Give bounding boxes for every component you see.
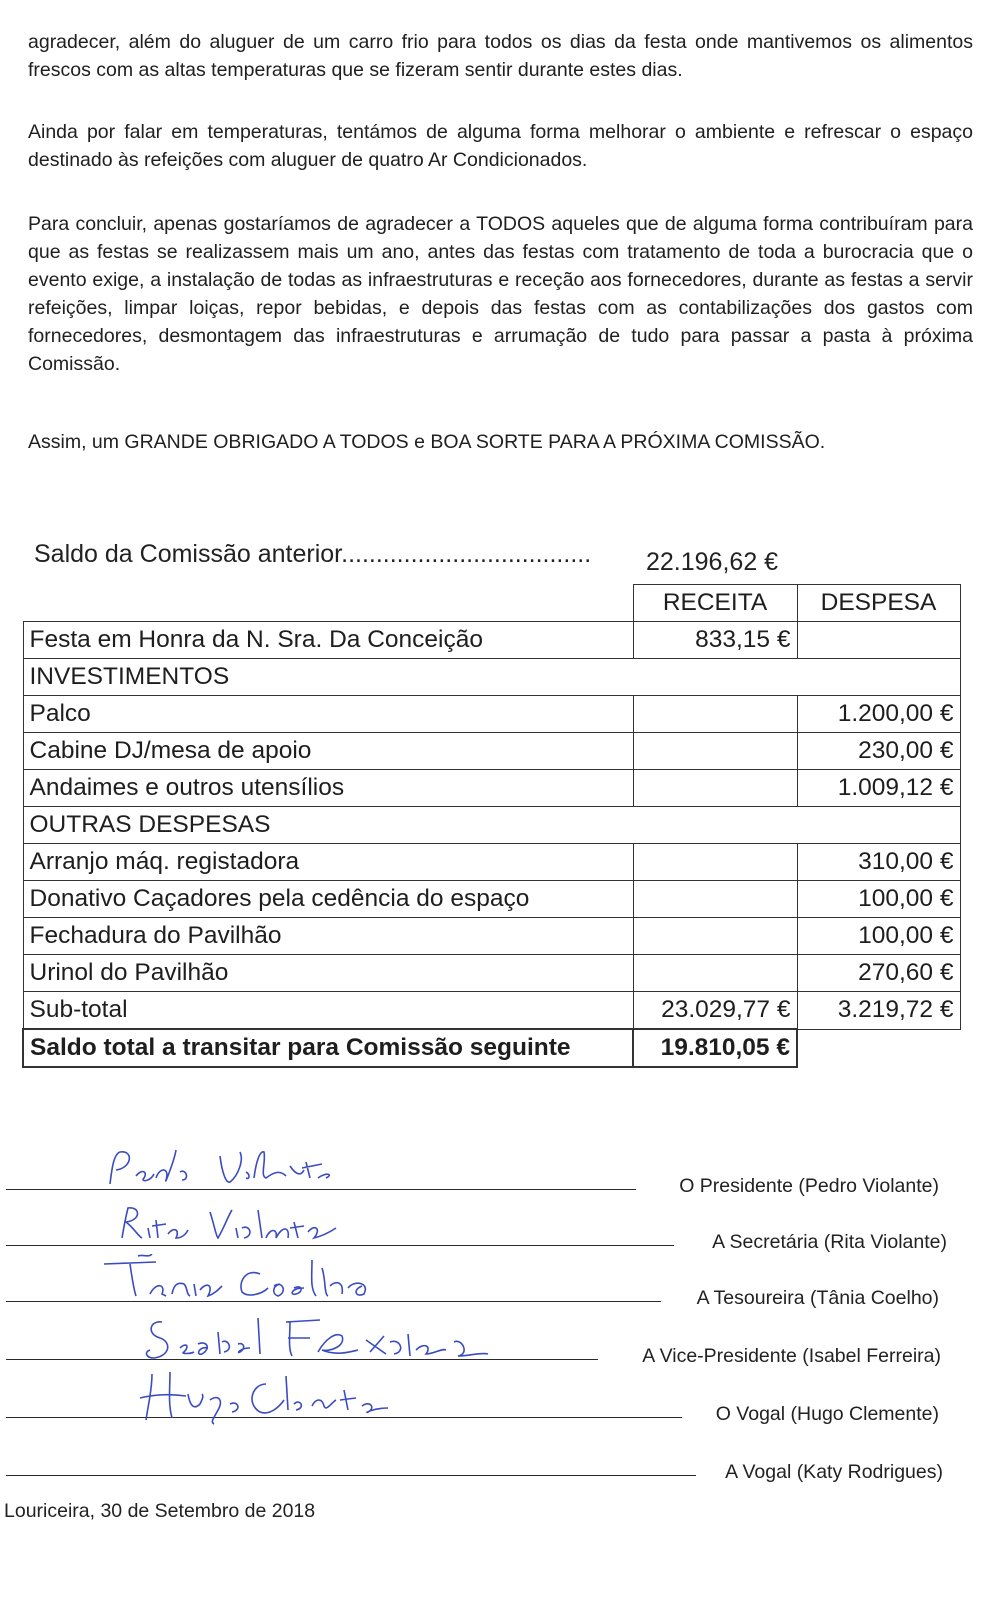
festa-label: Festa em Honra da N. Sra. Da Conceição bbox=[23, 622, 633, 659]
handwritten-signature bbox=[90, 1312, 530, 1372]
table-row bbox=[23, 622, 960, 659]
signature-row-presidente bbox=[0, 1148, 997, 1198]
row-label: Cabine DJ/mesa de apoio bbox=[23, 733, 633, 770]
previous-balance-amount: 22.196,62 € bbox=[646, 548, 779, 576]
paragraph-farewell: Assim, um GRANDE OBRIGADO A TODOS e BOA SORTE PARA A PRÓXIMA COMISSÃO. bbox=[28, 431, 826, 453]
row-label: Arranjo máq. registadora bbox=[23, 844, 633, 881]
row-despesa: 1.009,12 € bbox=[797, 770, 960, 807]
total-amount: 19.810,05 € bbox=[633, 1029, 797, 1067]
signature-role: A Secretária (Rita Violante) bbox=[712, 1231, 947, 1253]
handwritten-signature bbox=[90, 1198, 390, 1252]
row-despesa: 270,60 € bbox=[797, 955, 960, 992]
signature-role: A Vogal (Katy Rodrigues) bbox=[725, 1461, 943, 1483]
signature-role: O Presidente (Pedro Violante) bbox=[679, 1175, 939, 1197]
subtotal-receita: 23.029,77 € bbox=[633, 992, 797, 1030]
total-label: Saldo total a transitar para Comissão seguinte bbox=[23, 1029, 633, 1067]
previous-balance bbox=[34, 540, 804, 576]
row-despesa: 310,00 € bbox=[797, 844, 960, 881]
row-label: Fechadura do Pavilhão bbox=[23, 918, 633, 955]
section-heading-row bbox=[23, 659, 960, 696]
row-despesa: 100,00 € bbox=[797, 918, 960, 955]
signature-row-vogal-hugo bbox=[0, 1376, 997, 1426]
table-row bbox=[23, 844, 960, 881]
paragraph-conclusion: Para concluir, apenas gostaríamos de agradecer a TODOS aqueles que de alguma forma contribuíram para que as festas se realizassem mais um ano, antes das festas com tratamento de toda a burocracia que o evento exige, a instalação de todas as infraestruturas e receção aos fornecedores, durante as festas a servir refeições, limpar loiças, repor bebidas, e depois das festas com as contabilizações dos gastos com fornecedores, desmontagem das infraestruturas e arrumação de tudo para passar a pasta à próxima Comissão. bbox=[28, 213, 973, 375]
investimentos-heading: INVESTIMENTOS bbox=[23, 659, 960, 696]
column-header-despesa: DESPESA bbox=[797, 585, 960, 622]
signature-row-vice-presidente bbox=[0, 1318, 997, 1368]
signature-row-vogal-katy bbox=[0, 1434, 997, 1484]
row-despesa: 1.200,00 € bbox=[797, 696, 960, 733]
subtotal-row bbox=[23, 992, 960, 1030]
column-header-receita: RECEITA bbox=[633, 585, 797, 622]
row-label: Urinol do Pavilhão bbox=[23, 955, 633, 992]
signature-line bbox=[6, 1475, 696, 1476]
table-row bbox=[23, 733, 960, 770]
paragraph-thanks-cold-car: agradecer, além do aluguer de um carro frio para todos os dias da festa onde mantivemos os alimentos frescos com as altas temperaturas que se fizeram sentir durante estes dias. bbox=[28, 31, 973, 81]
table-row bbox=[23, 955, 960, 992]
row-label: Donativo Caçadores pela cedência do espaço bbox=[23, 881, 633, 918]
section-heading-row bbox=[23, 807, 960, 844]
row-despesa: 100,00 € bbox=[797, 881, 960, 918]
signature-role: O Vogal (Hugo Clemente) bbox=[715, 1403, 939, 1425]
row-despesa: 230,00 € bbox=[797, 733, 960, 770]
table-row bbox=[23, 696, 960, 733]
place-and-date: Louriceira, 30 de Setembro de 2018 bbox=[4, 1500, 316, 1522]
signature-role: A Tesoureira (Tânia Coelho) bbox=[696, 1287, 939, 1309]
signature-row-tesoureira bbox=[0, 1260, 997, 1310]
handwritten-signature bbox=[90, 1370, 430, 1430]
table-row bbox=[23, 881, 960, 918]
table-row bbox=[23, 918, 960, 955]
signature-row-secretaria bbox=[0, 1204, 997, 1254]
handwritten-signature bbox=[90, 1142, 390, 1196]
table-header-row bbox=[23, 585, 960, 622]
accounts-table bbox=[22, 584, 961, 1068]
handwritten-signature bbox=[90, 1254, 410, 1308]
subtotal-label: Sub-total bbox=[23, 992, 633, 1030]
row-label: Palco bbox=[23, 696, 633, 733]
previous-balance-label: Saldo da Comissão anterior.................................... bbox=[34, 540, 592, 568]
paragraph-air-conditioning: Ainda por falar em temperaturas, tentámos de alguma forma melhorar o ambiente e refrescar o espaço destinado às refeições com aluguer de quatro Ar Condicionados. bbox=[28, 121, 973, 171]
table-row bbox=[23, 770, 960, 807]
outras-despesas-heading: OUTRAS DESPESAS bbox=[23, 807, 960, 844]
festa-receita: 833,15 € bbox=[633, 622, 797, 659]
subtotal-despesa: 3.219,72 € bbox=[797, 992, 960, 1030]
row-label: Andaimes e outros utensílios bbox=[23, 770, 633, 807]
total-row bbox=[23, 1029, 960, 1067]
signature-role: A Vice-Presidente (Isabel Ferreira) bbox=[642, 1345, 941, 1367]
